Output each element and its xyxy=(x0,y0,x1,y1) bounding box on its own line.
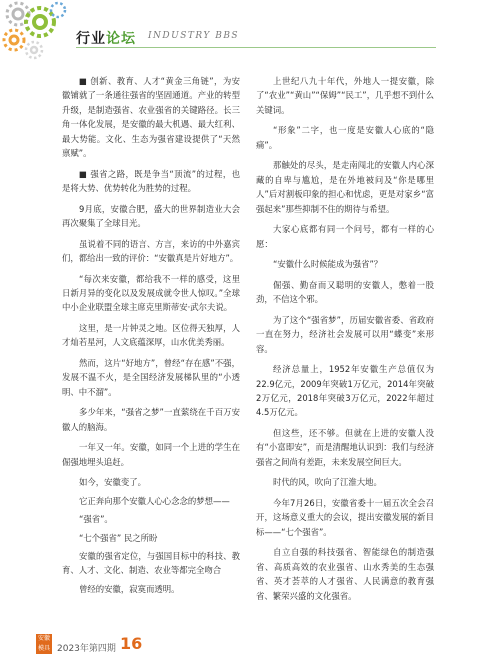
subsection-heading: “七个强省” 民之所盼 xyxy=(79,532,158,543)
article-paragraph: “安徽什么时候能成为强省”？ xyxy=(273,259,383,270)
article-paragraph: “强省”。 xyxy=(79,514,113,525)
article-paragraph: 虽说着不同的语言、方言，来访的中外嘉宾们，都给出一致的评价：“安徽真是片好地方”。 xyxy=(62,238,240,264)
article-paragraph: “每次来安徽，都给我不一样的感受，这里日新月异的变化以及发展成就令世人惊叹。”全球中小企业联盟全球主席克里斯蒂安·武尔夫说。 xyxy=(62,273,240,313)
article-paragraph: 多少年来，“强省之梦”一直萦绕在千百万安徽人的脑海。 xyxy=(62,407,240,432)
article-paragraph: 上世纪八九十年代，外地人一提安徽，除了“农业”“黄山”“保姆”“民工”，几乎想不到什么关键词。 xyxy=(256,76,434,115)
article-paragraph: ■ 强省之路，既是争当“顶流”的过程，也是将大势、优势转化为胜势的过程。 xyxy=(62,168,240,194)
article-paragraph: 然而，这片“好地方”，曾经“存在感”不强，发展不温不火，是全国经济发展梯队里的“小透明、中不溜”。 xyxy=(62,358,240,397)
article-paragraph: 但这些，还不够。但就在上进的安徽人没有“小富即安”，而是清醒地认识到：我们与经济强省之间尚有差距，未来发展空间巨大。 xyxy=(256,428,434,467)
right-column xyxy=(256,74,434,609)
left-column xyxy=(62,74,240,600)
magazine-tag: 安徽模具 xyxy=(37,635,50,652)
article-paragraph: 今年7月26日，安徽省委十一届五次全会召开，这场意义重大的会议，提出安徽发展的新目标——“七个强省”。 xyxy=(256,498,434,537)
article-paragraph: 曾经的安徽，寂寞而透明。 xyxy=(79,583,180,594)
article-paragraph: 9月底，安徽合肥，盛大的世界制造业大会再次聚集了全球目光。 xyxy=(62,203,240,229)
article-paragraph: ■ 创新、教育、人才“黄金三角链”，为安徽铺就了一条通往强省的坚固通道。产业的转型升级，是制造强省、农业强省的关键路径。长三角一体化发展，是安徽的最大机遇、最大红利、最大势能。文化、生态为强省建设提供了“天然禀赋”。 xyxy=(62,76,240,159)
article-paragraph: 为了这个“强省梦”，历届安徽省委、省政府一直在努力，经济社会发展可以用“蝶变”来形容。 xyxy=(256,314,434,354)
article-paragraph: 安徽的强省定位，与强国目标中的科技、教育、人才、文化、制造、农业等都完全吻合 xyxy=(62,551,240,576)
page-footer xyxy=(0,628,480,665)
section-title-prefix: 行业 xyxy=(76,31,106,47)
article-paragraph: 那触处的尽头，是走南闯北的安徽人内心深藏的自卑与尴尬，是在外地被问及“你是哪里人”后对割板印象的担心和忧虑，更是对家乡“富强起来”那些抑制不住的期待与希望。 xyxy=(256,160,434,214)
section-title-english: INDUSTRY BBS xyxy=(148,31,240,41)
article-paragraph: 它正奔向那个安徽人心心念念的梦想—— xyxy=(79,495,230,506)
article-paragraph: “形象”二字，也一度是安徽人心底的“隐痛”。 xyxy=(256,125,434,150)
article-paragraph: 自立自强的科技强省、智能绿色的制造强省、高质高效的农业强省、山水秀美的生态强省、英才荟萃的人才强省、人民满意的教育强省、繁荣兴盛的文化强省。 xyxy=(256,547,434,601)
page-number: 16 xyxy=(120,634,143,653)
article-paragraph: 时代的风，吹向了江淮大地。 xyxy=(273,477,382,488)
article-paragraph: 一年又一年。安徽，如同一个上进的学生在倔强地埋头追赶。 xyxy=(62,442,240,467)
article-paragraph: 经济总量上，1952年安徽生产总值仅为22.9亿元，2009年突破1万亿元，2014年突破2万亿元，2018年突破3万亿元，2022年超过4.5万亿元。 xyxy=(256,364,434,418)
issue-label: 2023年第四期 xyxy=(57,644,116,654)
article-paragraph: 如今，安徽变了。 xyxy=(79,477,146,488)
gear-cluster-icon xyxy=(0,0,78,62)
page-header xyxy=(0,0,480,62)
article-paragraph: 这里，是一片钟灵之地。区位得天独厚，人才灿若星河，人文底蕴深厚，山水优美秀丽。 xyxy=(62,323,240,348)
article-paragraph: 大家心底都有同一个问号，都有一样的心愿： xyxy=(256,224,434,249)
article-paragraph: 倔强、勤奋而又聪明的安徽人，憋着一股劲，不信这个邪。 xyxy=(256,279,434,305)
section-title xyxy=(76,28,136,48)
header-rule xyxy=(76,47,436,48)
section-title-highlight: 论坛 xyxy=(106,31,136,47)
